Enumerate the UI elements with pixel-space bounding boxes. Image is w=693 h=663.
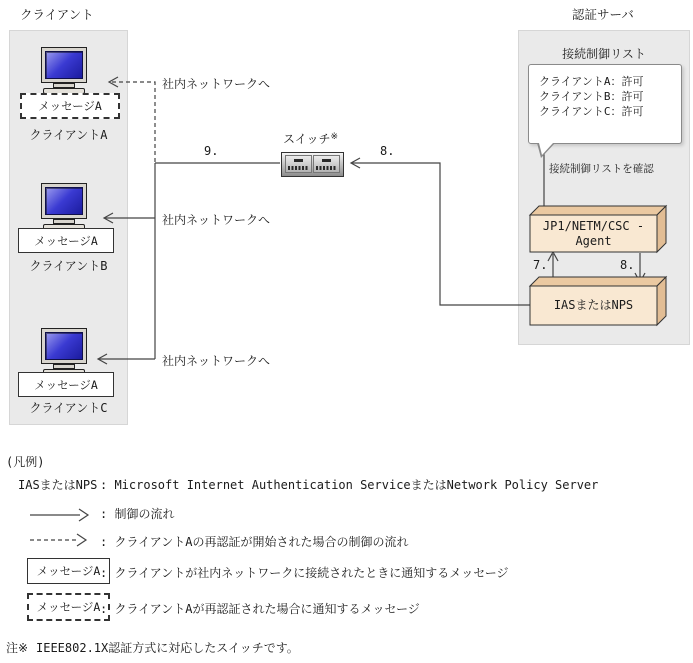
legend-dashed-arrowhead (77, 534, 86, 546)
client-c-name: クライアントC (29, 401, 108, 415)
network-label-b: 社内ネットワークへ (162, 213, 271, 227)
legend-solid-arrow-description: : 制御の流れ (100, 507, 175, 521)
footnote-text: IEEE802.1X認証方式に対応したスイッチです。 (36, 641, 299, 655)
agent-box-label-line1: JP1/NETM/CSC - (542, 218, 645, 233)
callout-tail-fill (539, 143, 553, 155)
monitor-screen (45, 187, 83, 215)
switch-label-text: スイッチ (283, 132, 331, 146)
message-a-dashed-box (20, 93, 120, 119)
message-c-box (18, 372, 114, 397)
step-8-down-label: 8. (620, 258, 635, 272)
switch-note-mark: ※ (330, 132, 339, 142)
switch-ports (316, 166, 337, 170)
monitor-bezel (41, 183, 87, 219)
legend-dashed-arrow-description: : クライアントAの再認証が開始された場合の制御の流れ (100, 535, 409, 549)
flow-line-8-to-switch (352, 163, 530, 305)
legend-ias-description: : Microsoft Internet Authentication ServiceまたはNetwork Policy Server (100, 478, 599, 492)
monitor-screen (45, 51, 83, 79)
client-a-name: クライアントA (29, 128, 108, 142)
access-list-heading: 接続制御リスト (562, 47, 646, 61)
auth-server-section-title: 認証サーバ (572, 7, 634, 22)
client-b-name: クライアントB (29, 259, 108, 273)
legend-message-label: メッセージA (36, 600, 101, 614)
network-label-a: 社内ネットワークへ (162, 77, 271, 91)
network-label-c: 社内ネットワークへ (162, 354, 271, 368)
agent-box-top-face (530, 206, 666, 215)
switch-icon (281, 152, 344, 177)
monitor-bezel (41, 47, 87, 83)
switch-panel (313, 155, 340, 173)
message-label: メッセージA (38, 99, 102, 113)
ias-box-top-face (530, 277, 666, 286)
legend-dashed-message-box (27, 593, 110, 621)
switch-panel (285, 155, 312, 173)
switch-ports (288, 166, 309, 170)
monitor-screen (45, 332, 83, 360)
step-8-switch-label: 8. (380, 144, 395, 158)
ias-box-label: IASまたはNPS (553, 298, 634, 312)
access-list-entry: クライアントC：許可 (539, 105, 644, 118)
legend-ias-symbol: IASまたはNPS (18, 478, 98, 492)
step-7-label: 7. (533, 258, 548, 272)
legend-solid-box-description: : クライアントが社内ネットワークに接続されたときに通知するメッセージ (100, 566, 509, 580)
legend-solid-arrowhead (79, 509, 88, 521)
check-access-list-note: 接続制御リストを確認 (549, 163, 654, 175)
legend-heading: (凡例) (6, 455, 45, 469)
client-a-computer-icon (41, 47, 87, 94)
agent-box-label-line2: Agent (575, 233, 612, 248)
legend-dashed-box-description: : クライアントAが再認証された場合に通知するメッセージ (100, 602, 420, 616)
access-list-entry: クライアントB：許可 (539, 90, 644, 103)
access-list-callout (528, 64, 682, 144)
footnote-marker: 注※ (6, 641, 29, 655)
ias-box-side-face (657, 277, 666, 325)
client-b-computer-icon (41, 183, 87, 230)
monitor-bezel (41, 328, 87, 364)
switch-label (283, 130, 338, 147)
message-b-box (18, 228, 114, 253)
message-label: メッセージA (34, 233, 98, 248)
access-list-entry: クライアントA：許可 (539, 75, 644, 88)
client-c-computer-icon (41, 328, 87, 375)
step-9-label: 9. (204, 144, 219, 158)
agent-box-label (530, 215, 657, 252)
message-label: メッセージA (34, 377, 98, 392)
clients-section-title: クライアント (20, 7, 94, 22)
switch-led (322, 159, 331, 162)
legend-solid-message-box (27, 558, 110, 584)
switch-led (294, 159, 303, 162)
legend-message-label: メッセージA (36, 564, 101, 578)
